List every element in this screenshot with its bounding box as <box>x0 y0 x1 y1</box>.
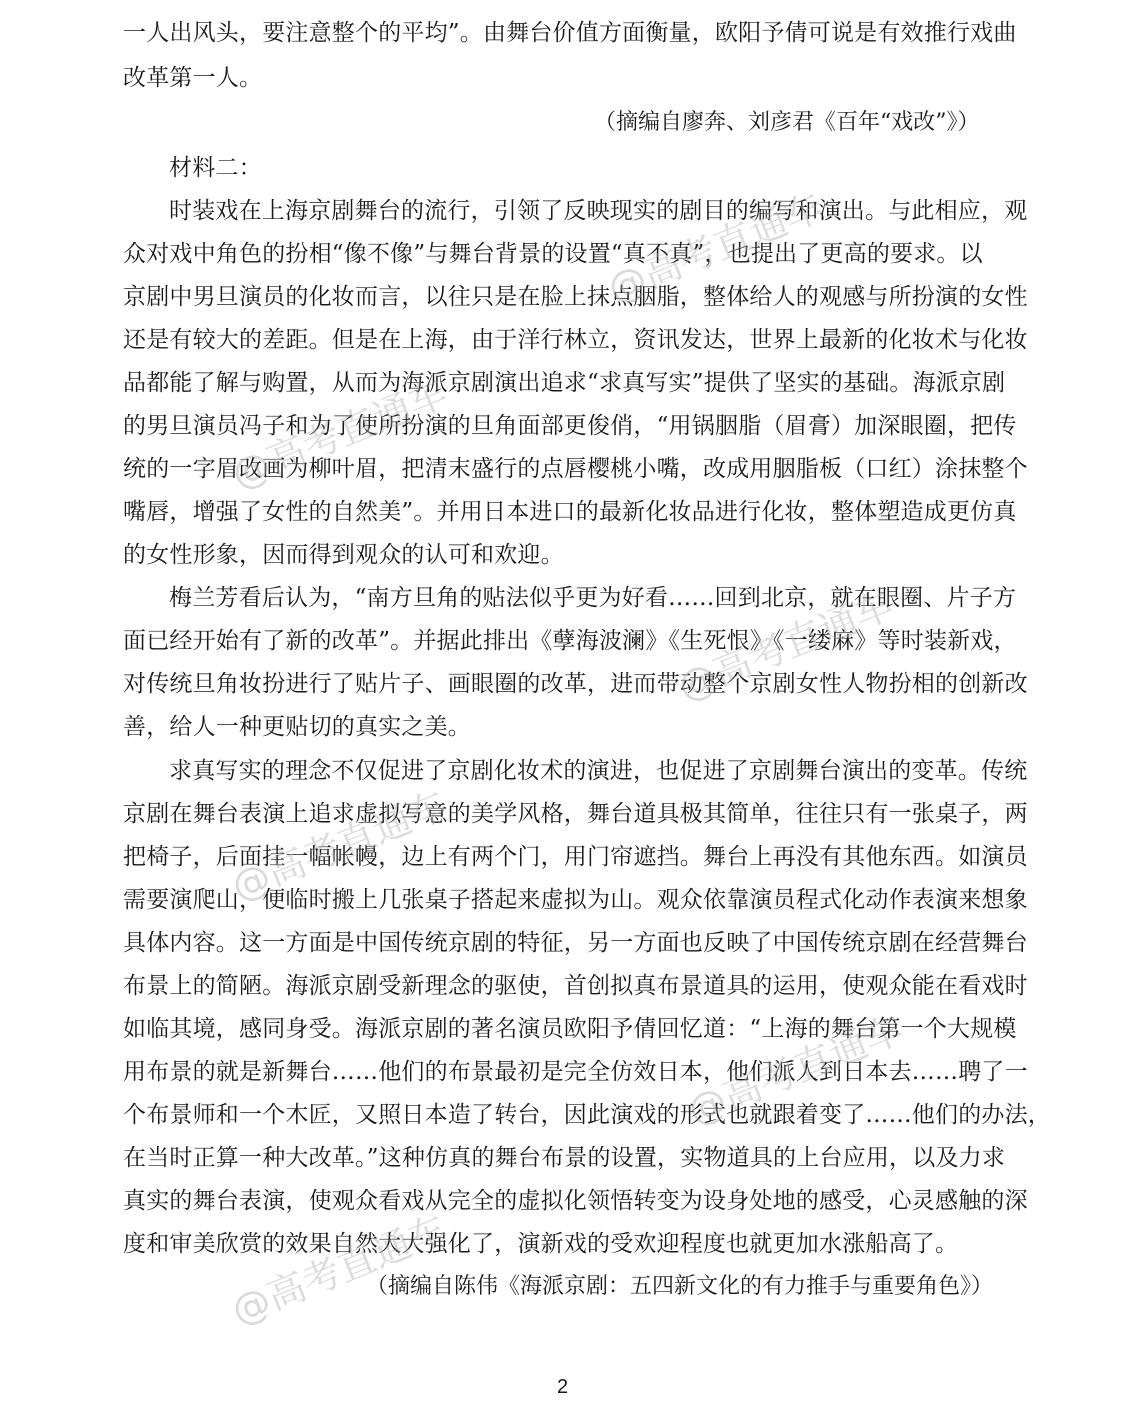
text-line: 个布景师和一个木匠，又照日本造了转台，因此演戏的形式也就跟着变了……他们的办法， <box>123 1102 1051 1128</box>
section-heading: 材料二： <box>169 155 262 181</box>
text-line: 如临其境，感同身受。海派京剧的著名演员欧阳予倩回忆道：“上海的舞台第一个大规模 <box>123 1016 1017 1042</box>
watermark: @高考直通车 <box>225 370 454 498</box>
watermark: @高考直通车 <box>601 184 830 312</box>
watermark: @高考直通车 <box>225 782 454 910</box>
watermark: @高考直通车 <box>671 582 900 710</box>
text-line: 把椅子，后面挂一幅帐幔，边上有两个门，用门帘遮挡。舞台上再没有其他东西。如演员 <box>123 844 1028 870</box>
text-line: 京剧在舞台表演上追求虚拟写意的美学风格，舞台道具极其简单，往往只有一张桌子，两 <box>123 801 1028 827</box>
text-line: 对传统旦角妆扮进行了贴片子、画眼圈的改革，进而带动整个京剧女性人物扮相的创新改 <box>123 671 1028 697</box>
text-line: 改革第一人。 <box>123 65 263 91</box>
text-line: 一人出风头，要注意整个的平均”。由舞台价值方面衡量，欧阳予倩可说是有效推行戏曲 <box>123 20 1017 46</box>
text-line: 嘴唇，增强了女性的自然美”。并用日本进口的最新化妆品进行化妆，整体塑造成更仿真 <box>123 499 1017 525</box>
page-number: 2 <box>556 1376 569 1398</box>
text-line: 需要演爬山，便临时搬上几张桌子搭起来虚拟为山。观众依靠演员程式化动作表演来想象 <box>123 887 1028 913</box>
text-line: 的男旦演员冯子和为了使所扮演的旦角面部更俊俏，“用锅胭脂（眉膏）加深眼圈，把传 <box>123 413 1017 439</box>
text-line: 善，给人一种更贴切的真实之美。 <box>123 714 471 740</box>
text-line: 在当时正算一种大改革。”这种仿真的舞台布景的设置，实物道具的上台应用，以及力求 <box>123 1145 1006 1171</box>
source-citation: （摘编自陈伟《海派京剧：五四新文化的有力推手与重要角色》） <box>366 1274 994 1299</box>
text-line: 用布景的就是新舞台……他们的布景最初是完全仿效日本，他们派人到日本去……聘了一 <box>123 1059 1028 1085</box>
text-line: 度和审美欣赏的效果自然大大强化了，演新戏的受欢迎程度也就更加水涨船高了。 <box>123 1231 959 1257</box>
text-line: 众对戏中角色的扮相“像不像”与舞台背景的设置“真不真”，也提出了更高的要求。以 <box>123 241 983 267</box>
text-line: 统的一字眉改画为柳叶眉，把清末盛行的点唇樱桃小嘴，改成用胭脂板（口红）涂抹整个 <box>123 456 1028 482</box>
text-line: 面已经开始有了新的改革”。并据此排出《孽海波澜》《生死恨》《一缕麻》等时装新戏， <box>123 628 1017 654</box>
watermark: @高考直通车 <box>225 1206 454 1334</box>
text-line: 具体内容。这一方面是中国传统京剧的特征，另一方面也反映了中国传统京剧在经营舞台 <box>123 930 1028 956</box>
text-line: 真实的舞台表演，使观众看戏从完全的虚拟化领悟转变为设身处地的感受，心灵感触的深 <box>123 1188 1028 1214</box>
text-line: 还是有较大的差距。但是在上海，由于洋行林立，资讯发达，世界上最新的化妆术与化妆 <box>123 327 1028 353</box>
text-line: 梅兰芳看后认为，“南方旦角的贴法似乎更为好看……回到北京，就在眼圈、片子方 <box>169 585 1017 611</box>
watermark: @高考直通车 <box>681 1006 910 1134</box>
text-line: 时装戏在上海京剧舞台的流行，引领了反映现实的剧目的编写和演出。与此相应，观 <box>169 198 1028 224</box>
text-line: 求真写实的理念不仅促进了京剧化妆术的演进，也促进了京剧舞台演出的变革。传统 <box>169 758 1028 784</box>
source-citation: （摘编自廖奔、刘彦君《百年“戏改”》） <box>594 110 980 135</box>
text-line: 的女性形象，因而得到观众的认可和欢迎。 <box>123 542 564 568</box>
text-line: 京剧中男旦演员的化妆而言，以往只是在脸上抹点胭脂，整体给人的观感与所扮演的女性 <box>123 284 1028 310</box>
text-line: 布景上的简陋。海派京剧受新理念的驱使，首创拟真布景道具的运用，使观众能在看戏时 <box>123 973 1028 999</box>
text-line: 品都能了解与购置，从而为海派京剧演出追求“求真写实”提供了坚实的基础。海派京剧 <box>123 370 1006 396</box>
